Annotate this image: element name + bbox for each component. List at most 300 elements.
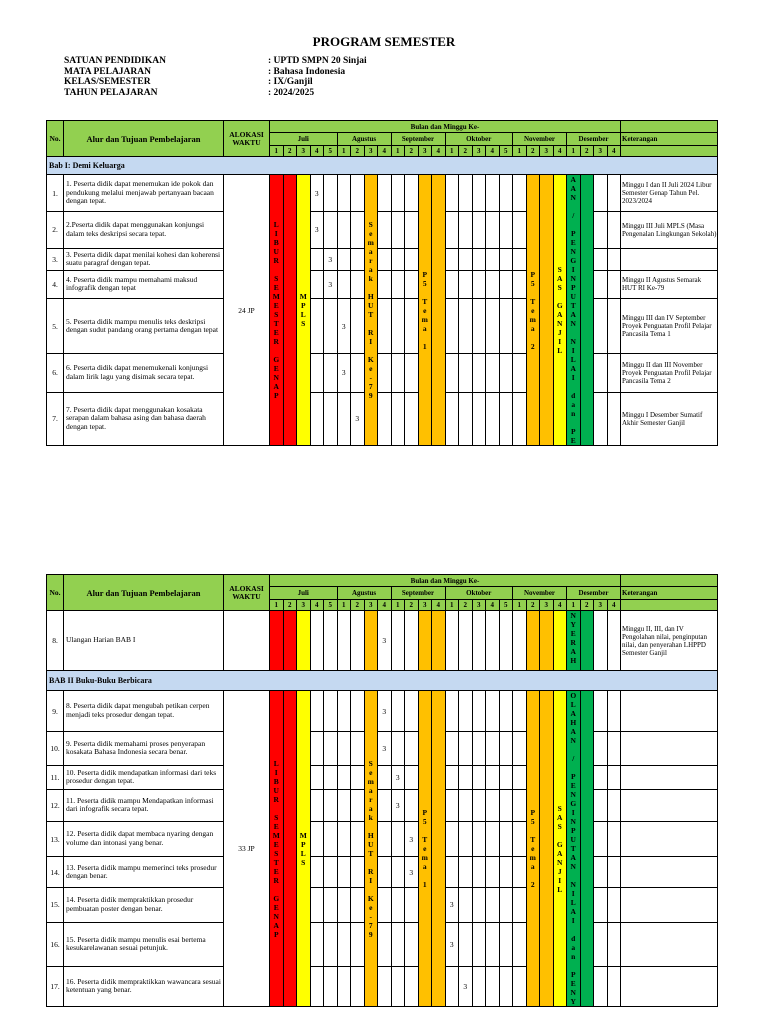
schedule-table-1 xyxy=(46,120,718,446)
p5-tema-1-band: P 5 T e m a 1 xyxy=(418,175,432,446)
row-objective: 6. Peserta didik dapat menemukenali konjungsi dalam lirik lagu yang disimak secara tepat. xyxy=(64,354,224,392)
week-cell xyxy=(472,966,486,1006)
week-cell xyxy=(351,270,365,298)
week-cell xyxy=(445,765,459,789)
table-row xyxy=(47,765,718,789)
header-bulan: Bulan dan Minggu Ke- xyxy=(270,575,621,587)
week-cell xyxy=(351,966,365,1006)
week-cell xyxy=(351,821,365,857)
header-month: November xyxy=(513,133,567,146)
week-cell xyxy=(499,887,513,922)
header-week: 1 xyxy=(337,146,351,157)
week-cell xyxy=(405,691,419,732)
week-cell xyxy=(499,821,513,857)
header-bulan-ket xyxy=(621,121,718,133)
week-cell xyxy=(486,392,500,445)
header-month: Agustus xyxy=(337,133,391,146)
week-cell xyxy=(472,887,486,922)
alokasi-waktu: 33 JP xyxy=(224,691,270,1007)
week-cell xyxy=(513,298,527,353)
row-objective: 3. Peserta didik dapat menilai kohesi dan koherensi suatu paragraf dengan tepat. xyxy=(64,248,224,270)
header-month: Oktober xyxy=(445,133,513,146)
p5-tema-2-band-2 xyxy=(540,691,554,1007)
p5-tema-2-band-2 xyxy=(540,175,554,446)
week-cell xyxy=(499,691,513,732)
row-number: 9. xyxy=(47,691,64,732)
header-week: 1 xyxy=(445,600,459,611)
libur-semester-band: L I B U R S E M E S T E R G E N A P xyxy=(270,175,284,446)
week-cell xyxy=(607,611,621,671)
week-cell xyxy=(337,922,351,966)
week-cell xyxy=(486,966,500,1006)
pengolahan-band-2 xyxy=(580,175,594,446)
row-keterangan xyxy=(621,765,718,789)
jp-value: 3 xyxy=(337,298,351,353)
libur-band-2 xyxy=(283,691,297,1007)
week-cell xyxy=(459,765,473,789)
week-cell xyxy=(499,298,513,353)
header-week: 2 xyxy=(351,600,365,611)
week-cell xyxy=(594,966,608,1006)
week-cell xyxy=(324,354,338,392)
header-week: 3 xyxy=(540,146,554,157)
week-cell xyxy=(337,270,351,298)
week-cell xyxy=(391,821,405,857)
header-week: 4 xyxy=(553,146,567,157)
week-cell xyxy=(391,922,405,966)
week-cell xyxy=(324,821,338,857)
week-cell xyxy=(405,966,419,1006)
header-week: 2 xyxy=(405,600,419,611)
table-row xyxy=(47,611,718,671)
info-mapel: MATA PELAJARAN : Bahasa Indonesia xyxy=(64,66,346,77)
week-cell xyxy=(513,270,527,298)
week-cell xyxy=(391,392,405,445)
row-number: 3. xyxy=(47,248,64,270)
header-week: 4 xyxy=(432,600,446,611)
week-cell xyxy=(351,765,365,789)
header-week: 4 xyxy=(553,600,567,611)
week-cell xyxy=(310,966,324,1006)
week-cell xyxy=(594,765,608,789)
table-row xyxy=(47,887,718,922)
row-keterangan: Minggu II Agustus Semarak HUT RI Ke-79 xyxy=(621,270,718,298)
week-cell xyxy=(607,248,621,270)
week-cell xyxy=(499,248,513,270)
document-info xyxy=(64,56,367,98)
p5-cell xyxy=(432,611,446,671)
week-cell xyxy=(351,611,365,671)
week-cell xyxy=(607,212,621,248)
week-cell xyxy=(337,765,351,789)
week-cell xyxy=(391,691,405,732)
week-cell xyxy=(486,175,500,212)
week-cell xyxy=(459,790,473,822)
jp-value: 3 xyxy=(378,611,392,671)
week-cell xyxy=(513,611,527,671)
semarak-hut-band: S e m a r a k H U T R I K e - 7 9 xyxy=(364,175,378,446)
week-cell xyxy=(499,270,513,298)
jp-value: 3 xyxy=(391,765,405,789)
week-cell xyxy=(472,175,486,212)
info-satuan: SATUAN PENDIDIKAN : UPTD SMPN 20 Sinjai xyxy=(64,56,367,66)
week-cell xyxy=(405,732,419,766)
week-cell xyxy=(337,732,351,766)
week-cell xyxy=(351,790,365,822)
week-cell xyxy=(378,354,392,392)
row-objective: 11. Peserta didik mampu Mendapatkan informasi dari infografik secara tepat. xyxy=(64,790,224,822)
row-number: 14. xyxy=(47,857,64,888)
header-month: Desember xyxy=(567,133,621,146)
week-cell xyxy=(405,248,419,270)
header-month: November xyxy=(513,587,567,600)
header-week: 1 xyxy=(391,600,405,611)
row-objective: 15. Peserta didik mampu menulis esai bertema kesukarelawanan sesuai petunjuk. xyxy=(64,922,224,966)
week-cell xyxy=(351,212,365,248)
sas-cell xyxy=(553,611,567,671)
header-no: No. xyxy=(47,121,64,157)
week-cell xyxy=(459,922,473,966)
week-cell xyxy=(324,611,338,671)
week-cell xyxy=(310,248,324,270)
week-cell xyxy=(324,392,338,445)
week-cell xyxy=(499,922,513,966)
header-week: 2 xyxy=(580,146,594,157)
week-cell xyxy=(513,922,527,966)
table-row xyxy=(47,212,718,248)
week-cell xyxy=(337,691,351,732)
jp-value: 3 xyxy=(310,212,324,248)
alokasi-waktu: 24 JP xyxy=(224,175,270,446)
p5-tema-1-band-2 xyxy=(432,691,446,1007)
week-cell xyxy=(499,611,513,671)
week-cell xyxy=(405,354,419,392)
pengolahan-band-2 xyxy=(580,691,594,1007)
row-number: 17. xyxy=(47,966,64,1006)
sas-ganjil-band: S A S G A N J I L xyxy=(553,691,567,1007)
p5-tema-2-band: P 5 T e m a 2 xyxy=(526,691,540,1007)
header-week: 2 xyxy=(526,600,540,611)
week-cell xyxy=(513,354,527,392)
week-cell xyxy=(472,248,486,270)
week-cell xyxy=(594,175,608,212)
jp-value: 3 xyxy=(324,248,338,270)
week-cell xyxy=(445,298,459,353)
week-cell xyxy=(594,790,608,822)
week-cell xyxy=(499,765,513,789)
row-keterangan: Minggu II dan III November Proyek Penguatan Profil Pelajar Pancasila Tema 2 xyxy=(621,354,718,392)
table-row xyxy=(47,922,718,966)
week-cell xyxy=(513,392,527,445)
week-cell xyxy=(499,212,513,248)
week-cell xyxy=(324,966,338,1006)
week-cell xyxy=(405,790,419,822)
nyerah-band: N Y E R A H xyxy=(567,611,581,671)
week-cell xyxy=(607,175,621,212)
header-week: 4 xyxy=(432,146,446,157)
week-cell xyxy=(445,611,459,671)
table-row xyxy=(47,248,718,270)
row-number: 5. xyxy=(47,298,64,353)
p5-cell xyxy=(418,611,432,671)
week-cell xyxy=(445,354,459,392)
week-cell xyxy=(486,611,500,671)
header-week: 2 xyxy=(526,146,540,157)
header-no: No. xyxy=(47,575,64,611)
week-cell xyxy=(391,248,405,270)
week-cell xyxy=(472,298,486,353)
row-objective: 2.Peserta didik dapat menggunakan konjungsi dalam teks deskripsi secara tepat. xyxy=(64,212,224,248)
week-cell xyxy=(391,857,405,888)
week-cell xyxy=(405,270,419,298)
row-objective: 10. Peserta didik mendapatkan informasi dari teks prosedur dengan tepat. xyxy=(64,765,224,789)
row-keterangan xyxy=(621,732,718,766)
week-cell xyxy=(378,298,392,353)
jp-value: 3 xyxy=(310,175,324,212)
week-cell xyxy=(486,790,500,822)
jp-value: 3 xyxy=(378,732,392,766)
header-keterangan: Keterangan xyxy=(621,133,718,146)
week-cell xyxy=(378,248,392,270)
header-month: Juli xyxy=(270,587,338,600)
week-cell xyxy=(486,691,500,732)
header-alur: Alur dan Tujuan Pembelajaran xyxy=(64,575,224,611)
row-keterangan: Minggu I dan II Juli 2024 Libur Semester Genap Tahun Pel. 2023/2024 xyxy=(621,175,718,212)
header-bulan-ket xyxy=(621,575,718,587)
week-cell xyxy=(594,691,608,732)
week-cell xyxy=(594,922,608,966)
week-cell xyxy=(472,212,486,248)
week-cell xyxy=(310,857,324,888)
week-cell xyxy=(459,887,473,922)
week-cell xyxy=(337,966,351,1006)
row-keterangan: Minggu III dan IV September Proyek Penguatan Profil Pelajar Pancasila Tema 1 xyxy=(621,298,718,353)
week-cell xyxy=(351,248,365,270)
week-cell xyxy=(472,765,486,789)
week-cell xyxy=(324,790,338,822)
week-cell xyxy=(607,966,621,1006)
week-cell xyxy=(459,298,473,353)
week-cell xyxy=(391,270,405,298)
week-cell xyxy=(459,821,473,857)
jp-value: 3 xyxy=(337,354,351,392)
header-week: 1 xyxy=(270,146,284,157)
header-month: Agustus xyxy=(337,587,391,600)
row-objective: 13. Peserta didik mampu memerinci teks prosedur dengan benar. xyxy=(64,857,224,888)
jp-value: 3 xyxy=(391,790,405,822)
table-row xyxy=(47,732,718,766)
week-cell xyxy=(486,212,500,248)
week-cell xyxy=(445,732,459,766)
header-week: 5 xyxy=(324,146,338,157)
table-row xyxy=(47,175,718,212)
week-cell xyxy=(607,765,621,789)
mpls-cell xyxy=(297,611,311,671)
week-cell xyxy=(445,392,459,445)
table-row xyxy=(47,857,718,888)
week-cell xyxy=(337,212,351,248)
header-week: 5 xyxy=(499,146,513,157)
row-keterangan xyxy=(621,887,718,922)
week-cell xyxy=(445,857,459,888)
row-objective: 16. Peserta didik mempraktikkan wawancara sesuai ketentuan yang benar. xyxy=(64,966,224,1006)
week-cell xyxy=(607,392,621,445)
alokasi-empty xyxy=(224,611,270,671)
week-cell xyxy=(324,887,338,922)
page-title: PROGRAM SEMESTER xyxy=(312,34,456,49)
bab-heading: Bab I: Demi Keluarga xyxy=(47,157,718,175)
libur-cell xyxy=(283,611,297,671)
week-cell xyxy=(472,732,486,766)
week-cell xyxy=(310,611,324,671)
week-cell xyxy=(513,790,527,822)
week-cell xyxy=(405,611,419,671)
week-cell xyxy=(324,765,338,789)
libur-semester-band: L I B U R S E M E S T E R G E N A P xyxy=(270,691,284,1007)
week-cell xyxy=(607,691,621,732)
row-number: 10. xyxy=(47,732,64,766)
week-cell xyxy=(391,354,405,392)
week-cell xyxy=(445,790,459,822)
week-cell xyxy=(459,354,473,392)
week-cell xyxy=(310,821,324,857)
week-cell xyxy=(607,821,621,857)
header-week: 5 xyxy=(499,600,513,611)
header-week: 3 xyxy=(418,600,432,611)
info-kelas: KELAS/SEMESTER : IX/Ganjil xyxy=(64,77,313,88)
row-objective: 8. Peserta didik dapat mengubah petikan cerpen menjadi teks prosedur dengan tepat. xyxy=(64,691,224,732)
week-cell xyxy=(445,691,459,732)
header-month: Oktober xyxy=(445,587,513,600)
header-week: 2 xyxy=(459,600,473,611)
header-week: 2 xyxy=(283,600,297,611)
row-keterangan xyxy=(621,922,718,966)
row-objective: Ulangan Harian BAB I xyxy=(64,611,224,671)
week-cell xyxy=(405,298,419,353)
week-cell xyxy=(594,248,608,270)
header-week: 3 xyxy=(472,146,486,157)
row-keterangan xyxy=(621,790,718,822)
row-number: 15. xyxy=(47,887,64,922)
week-cell xyxy=(351,354,365,392)
week-cell xyxy=(499,732,513,766)
week-cell xyxy=(310,887,324,922)
week-cell xyxy=(459,270,473,298)
table-row xyxy=(47,821,718,857)
row-keterangan xyxy=(621,821,718,857)
week-cell xyxy=(445,212,459,248)
header-week: 1 xyxy=(513,600,527,611)
week-cell xyxy=(513,821,527,857)
week-cell xyxy=(486,765,500,789)
pengolahan-cell xyxy=(580,611,594,671)
week-cell xyxy=(513,212,527,248)
week-cell xyxy=(310,392,324,445)
week-cell xyxy=(607,922,621,966)
row-objective: 4. Peserta didik mampu memahami maksud infografik dengan tepat xyxy=(64,270,224,298)
header-week: 4 xyxy=(378,146,392,157)
table-row xyxy=(47,691,718,732)
week-cell xyxy=(459,857,473,888)
week-cell xyxy=(391,212,405,248)
week-cell xyxy=(310,765,324,789)
week-cell xyxy=(594,821,608,857)
week-cell xyxy=(459,175,473,212)
week-cell xyxy=(594,611,608,671)
mpls-band: M P L S xyxy=(297,175,311,446)
week-cell xyxy=(405,887,419,922)
week-cell xyxy=(486,887,500,922)
week-cell xyxy=(607,887,621,922)
header-alokasi: ALOKASI WAKTU xyxy=(224,121,270,157)
header-week: 3 xyxy=(472,600,486,611)
week-cell xyxy=(378,212,392,248)
semarak-hut-band: S e m a r a k H U T R I K e - 7 9 xyxy=(364,691,378,1007)
week-cell xyxy=(310,732,324,766)
week-cell xyxy=(486,248,500,270)
week-cell xyxy=(391,966,405,1006)
week-cell xyxy=(472,691,486,732)
week-cell xyxy=(486,270,500,298)
week-cell xyxy=(513,857,527,888)
header-week: 1 xyxy=(567,146,581,157)
row-keterangan xyxy=(621,966,718,1006)
week-cell xyxy=(378,821,392,857)
week-cell xyxy=(594,392,608,445)
week-cell xyxy=(378,790,392,822)
row-keterangan: Minggu III Juli MPLS (Masa Pengenalan Lingkungan Sekolah) xyxy=(621,212,718,248)
week-cell xyxy=(472,790,486,822)
jp-value: 3 xyxy=(351,392,365,445)
week-cell xyxy=(486,298,500,353)
sas-ganjil-band: S A S G A N J I L xyxy=(553,175,567,446)
week-cell xyxy=(324,691,338,732)
week-cell xyxy=(405,922,419,966)
p5-tema-1-band: P 5 T e m a 1 xyxy=(418,691,432,1007)
week-cell xyxy=(472,857,486,888)
week-cell xyxy=(513,691,527,732)
jp-value: 3 xyxy=(405,821,419,857)
week-cell xyxy=(486,922,500,966)
week-cell xyxy=(310,298,324,353)
row-number: 4. xyxy=(47,270,64,298)
week-cell xyxy=(594,212,608,248)
header-week: 2 xyxy=(283,146,297,157)
p5-tema-1-band-2 xyxy=(432,175,446,446)
header-week: 5 xyxy=(324,600,338,611)
week-cell xyxy=(310,691,324,732)
header-week: 2 xyxy=(405,146,419,157)
jp-value: 3 xyxy=(378,691,392,732)
week-cell xyxy=(378,966,392,1006)
week-cell xyxy=(310,790,324,822)
week-cell xyxy=(351,857,365,888)
week-cell xyxy=(378,922,392,966)
jp-value: 3 xyxy=(324,270,338,298)
header-alokasi: ALOKASI WAKTU xyxy=(224,575,270,611)
row-keterangan: Minggu I Desember Sumatif Akhir Semester Ganjil xyxy=(621,392,718,445)
week-cell xyxy=(391,298,405,353)
header-month: September xyxy=(391,133,445,146)
jp-value: 3 xyxy=(445,887,459,922)
week-cell xyxy=(499,392,513,445)
week-cell xyxy=(607,270,621,298)
jp-value: 3 xyxy=(405,857,419,888)
week-cell xyxy=(594,732,608,766)
week-cell xyxy=(486,857,500,888)
week-cell xyxy=(594,354,608,392)
row-objective: 12. Peserta didik dapat membaca nyaring dengan volume dan intonasi yang benar. xyxy=(64,821,224,857)
